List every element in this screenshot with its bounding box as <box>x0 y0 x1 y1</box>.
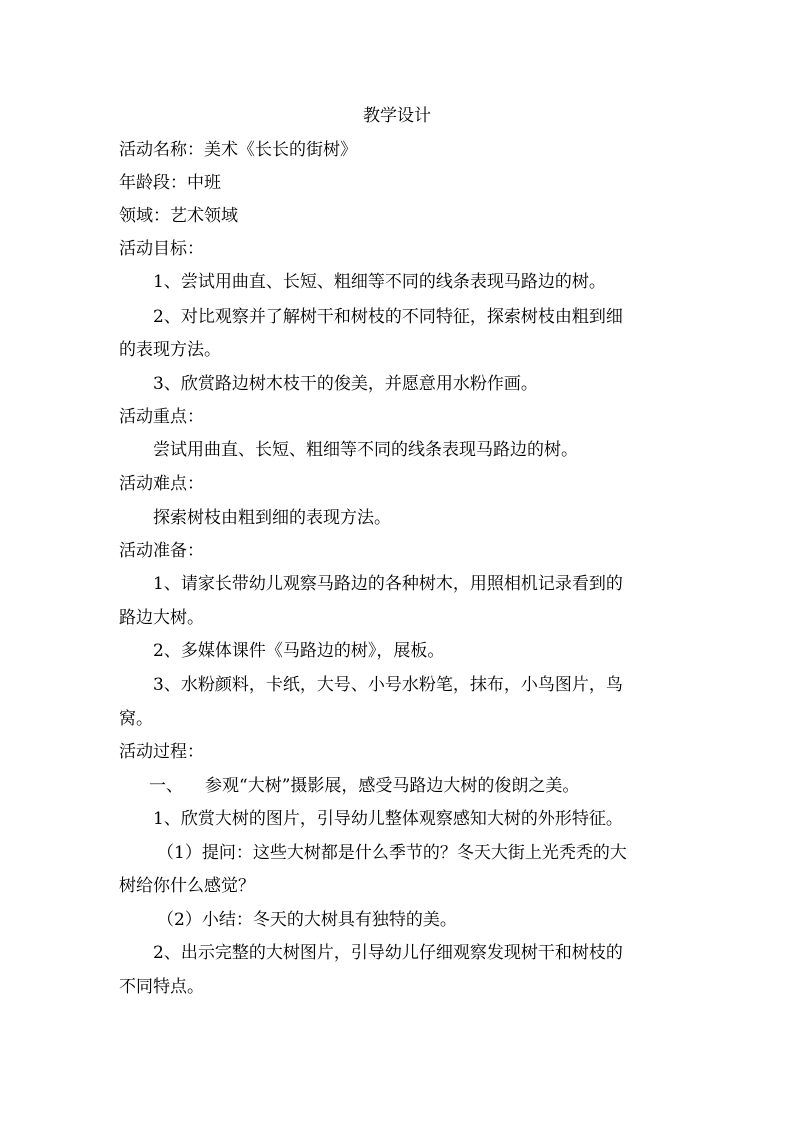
prep-item-continuation: 路边大树。 <box>119 608 204 628</box>
goals-heading: 活动目标： <box>119 239 204 259</box>
difficulty-text: 探索树枝由粗到细的表现方法。 <box>153 508 391 528</box>
prep-item: 1、请家长带幼儿观察马路边的各种树木，用照相机记录看到的 <box>153 574 623 594</box>
activity-name: 活动名称：美术《长长的街树》 <box>119 140 357 160</box>
key-points-heading: 活动重点： <box>119 407 204 427</box>
process-step-number: 一、 <box>149 776 183 796</box>
process-item-continuation: 不同特点。 <box>119 977 204 997</box>
difficulty-heading: 活动难点： <box>119 474 204 494</box>
process-step-title: 参观“大树”摄影展，感受马路边大树的俊朗之美。 <box>205 776 580 796</box>
document-title: 教学设计 <box>363 106 431 126</box>
process-item: 1、欣赏大树的图片，引导幼儿整体观察感知大树的外形特征。 <box>153 809 623 829</box>
prep-item: 3、水粉颜料，卡纸，大号、小号水粉笔，抹布，小鸟图片，鸟 <box>153 675 623 695</box>
prep-item: 2、多媒体课件《马路边的树》，展板。 <box>153 641 445 661</box>
age-group: 年龄段：中班 <box>119 173 221 193</box>
process-summary: （2）小结：冬天的大树具有独特的美。 <box>157 910 457 930</box>
key-point-text: 尝试用曲直、长短、粗细等不同的线条表现马路边的树。 <box>153 440 578 460</box>
preparation-heading: 活动准备： <box>119 541 204 561</box>
goal-item: 2、对比观察并了解树干和树枝的不同特征，探索树枝由粗到细 <box>153 307 623 327</box>
process-heading: 活动过程： <box>119 742 204 762</box>
domain-field: 领域：艺术领域 <box>119 206 238 226</box>
process-question-continuation: 树给你什么感觉？ <box>119 876 255 896</box>
prep-item-continuation: 窝。 <box>119 709 153 729</box>
goal-item-continuation: 的表现方法。 <box>119 340 221 360</box>
process-question: （1）提问：这些大树都是什么季节的？冬天大街上光秃秃的大 <box>157 843 627 863</box>
process-item: 2、出示完整的大树图片，引导幼儿仔细观察发现树干和树枝的 <box>153 943 623 963</box>
goal-item: 3、欣赏路边树木枝干的俊美，并愿意用水粉作画。 <box>153 374 538 394</box>
goal-item: 1、尝试用曲直、长短、粗细等不同的线条表现马路边的树。 <box>153 272 606 292</box>
